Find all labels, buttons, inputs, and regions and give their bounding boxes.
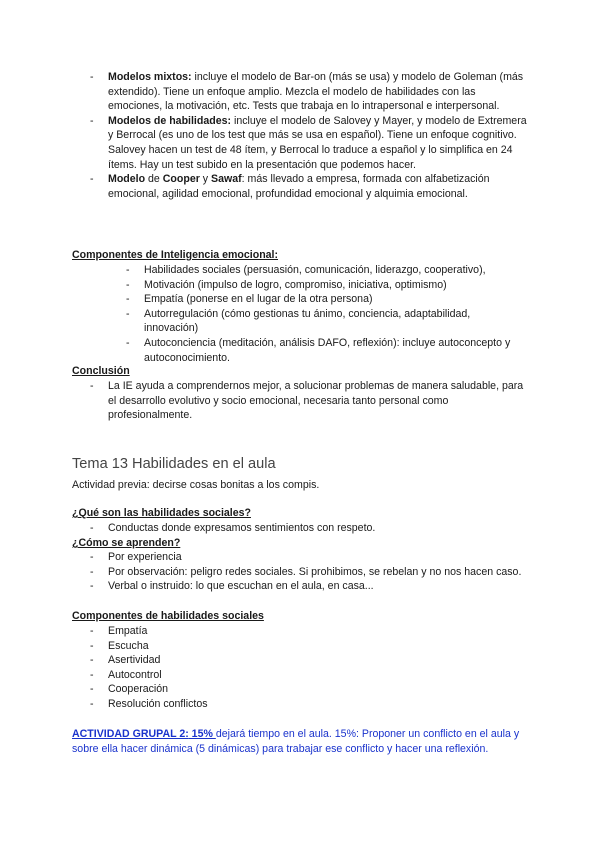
components-ie-list [144, 263, 522, 365]
model-sawaf-name: Sawaf [211, 173, 242, 186]
componentes-hs-list [108, 624, 532, 712]
actividad-pct: 15% [188, 728, 216, 740]
model-mixtos-text: incluye el modelo de Bar-on (más se usa) y modelo de Goleman (más extendido). Tiene un enfoque amplio. Mezcla el modelo de habilidades con las emociones, la motivación, etc. Tests que trabaja en lo intrapersonal e interpersonal. [108, 71, 524, 113]
conclusion-heading [72, 364, 560, 379]
model-mixtos-item [108, 70, 530, 114]
como-heading [72, 536, 560, 551]
model-cooper-label: Modelo [108, 173, 146, 186]
como-heading-text: ¿Cómo se aprenden? [72, 537, 181, 549]
models-section [108, 70, 530, 201]
componentes-hs-heading-text: Componentes de habilidades sociales [72, 610, 264, 622]
model-habilidades-label: Modelos de habilidades: [108, 114, 232, 127]
conclusion-list [108, 379, 532, 423]
conclusion-section [108, 379, 532, 423]
model-cooper-y: y [199, 173, 212, 186]
list-item: - Autoconciencia (meditación, análisis DAFO, reflexión): incluye autoconcepto y autoconocimiento. [144, 336, 522, 365]
model-cooper-item [108, 172, 530, 201]
que-son-list [108, 521, 532, 536]
que-son-heading [72, 506, 560, 521]
list-item: - Motivación (impulso de logro, compromiso, iniciativa, optimismo) [144, 278, 522, 293]
components-ie-heading [72, 248, 560, 263]
actividad-grupal [72, 727, 530, 756]
list-item: - Cooperación [108, 682, 532, 697]
actividad-text: dejará tiempo en el aula. 15%: Proponer un conflicto en el aula y sobre ella hacer dinámica (5 dinámicas) para trabajar ese conflicto y hacer una reflexión. [72, 728, 520, 755]
como-section [108, 550, 530, 594]
list-item: - La IE ayuda a comprendernos mejor, a solucionar problemas de manera saludable, para el desarrollo evolutivo y socio emocional, necesaria tanto personal como profesionalmente. [108, 379, 532, 423]
components-ie-heading-text: Componentes de Inteligencia emocional: [72, 249, 279, 261]
list-item: - Autocontrol [108, 668, 532, 683]
model-cooper-text: : más llevado a empresa, formada con alfabetización emocional, agilidad emocional, profundidad emocional y alquimia emocional. [108, 173, 490, 200]
como-list [108, 550, 530, 594]
list-item: - Habilidades sociales (persuasión, comunicación, liderazgo, cooperativo), [144, 263, 522, 278]
list-item: - Empatía [108, 624, 532, 639]
models-list [108, 70, 530, 201]
que-son-heading-text: ¿Qué son las habilidades sociales? [72, 507, 251, 519]
list-item: - Empatía (ponerse en el lugar de la otra persona) [144, 292, 522, 307]
components-ie-section [144, 263, 522, 365]
model-cooper-de: de [145, 173, 163, 186]
list-item: - Asertividad [108, 653, 532, 668]
actividad-heading: ACTIVIDAD GRUPAL 2: [72, 728, 189, 740]
tema-intro: Actividad previa: decirse cosas bonitas a los compis. [72, 479, 320, 491]
list-item: - Autorregulación (cómo gestionas tu ánimo, conciencia, adaptabilidad, innovación) [144, 307, 522, 336]
list-item: - Verbal o instruido: lo que escuchan en el aula, en casa... [108, 579, 530, 594]
model-mixtos-label: Modelos mixtos: [108, 71, 192, 83]
list-item: - Por observación: peligro redes sociales. Si prohibimos, se rebelan y no nos hacen caso. [108, 565, 530, 580]
model-habilidades-text: incluye el modelo de Salovey y Mayer, y modelo de Extremera y Berrocal (es uno de los test que más se usa en español). Tiene un enfoque cognitivo. Salovey hacen un test de 48 ítem, y Berrocal lo traduce a español y lo simplifica en 24 ítems. Hay un test subido en la presentación que podemos hacer. [108, 114, 527, 171]
list-item: - Por experiencia [108, 550, 530, 565]
que-son-section [108, 521, 532, 536]
page-title: Tema 13 Habilidades en el aula [72, 456, 276, 472]
list-item: - Resolución conflictos [108, 697, 532, 712]
list-item: - Conductas donde expresamos sentimientos con respeto. [108, 521, 532, 536]
componentes-hs-section [108, 624, 532, 712]
conclusion-heading-text: Conclusión [72, 365, 130, 377]
list-item: - Escucha [108, 639, 532, 654]
model-habilidades-item [108, 114, 530, 172]
componentes-hs-heading [72, 609, 560, 624]
model-cooper-name: Cooper [162, 173, 200, 186]
